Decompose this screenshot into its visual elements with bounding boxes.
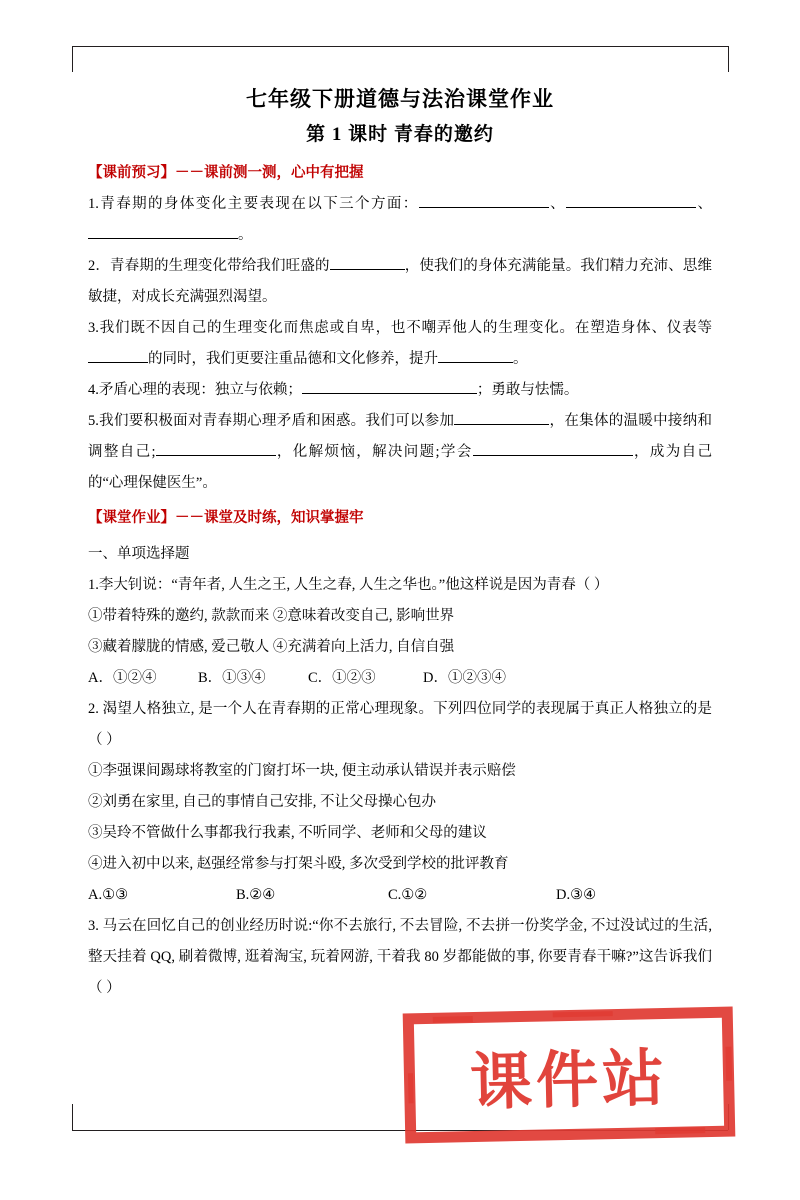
preview-item-3-pre: 3.我们既不因自己的生理变化而焦虑或自卑，也不嘲弄他人的生理变化。在塑造身体、仪表等: [88, 320, 712, 336]
fill-blank: [419, 207, 549, 208]
question-1-stem: 1.李大钊说：“青年者, 人生之王, 人生之春, 人生之华也。”他这样说是因为青春（ ）: [88, 577, 609, 593]
stamp-speck: [725, 1047, 732, 1081]
preview-item-5-mid2: ，化解烦恼，解决问题;学会: [275, 444, 473, 460]
question-2-option-row-4: ④进入初中以来, 赵强经常参与打架斗殴, 多次受到学校的批评教育: [88, 856, 509, 872]
stamp-speck: [433, 1016, 473, 1023]
fill-blank: [566, 207, 696, 208]
question-1-answer-a: A．①②④: [88, 670, 157, 686]
lesson-subtitle: 第 1 课时 青春的邀约: [306, 124, 494, 145]
page-frame-right-top: [728, 46, 729, 72]
question-2-answer-c: C.①②: [388, 887, 428, 903]
fill-blank: [88, 238, 238, 239]
fill-blank: [473, 455, 633, 456]
question-1-option-row-1: ①带着特殊的邀约, 款款而来 ②意味着改变自己, 影响世界: [88, 608, 455, 624]
preview-item-4-post: ；勇敢与怯懦。: [476, 382, 579, 398]
preview-item-5-post: ，成为自己的“心理保健医生”。: [88, 444, 713, 491]
preview-item-5: [88, 406, 712, 499]
document-content: [88, 82, 712, 1004]
preview-item-1-pre: 1.青春期的身体变化主要表现在以下三个方面：: [88, 196, 419, 212]
stamp-speck: [408, 1073, 414, 1103]
preview-item-2-post: ，使我们的身体充满能量。我们精力充沛、思维敏捷，对成长充满强烈渴望。: [88, 258, 713, 305]
preview-item-1-mid1: 、: [548, 196, 567, 212]
question-1-answers: [88, 663, 712, 694]
page-title: 七年级下册道德与法治课堂作业: [246, 87, 554, 111]
fill-blank: [438, 362, 513, 363]
preview-item-3: [88, 313, 712, 375]
fill-blank: [156, 455, 276, 456]
preview-item-5-mid: ，在集体的温暖中接纳和调整自己;: [88, 413, 713, 460]
preview-item-1-post: 。: [238, 227, 253, 243]
question-2-option-row-2: ②刘勇在家里, 自己的事情自己安排, 不让父母操心包办: [88, 794, 436, 810]
section-one-heading: 一、单项选择题: [88, 546, 190, 562]
preview-item-5-pre: 5.我们要积极面对青春期心理矛盾和困惑。我们可以参加: [88, 413, 455, 429]
fill-blank: [302, 393, 477, 394]
question-2-answer-d: D.③④: [556, 887, 597, 903]
fill-blank: [454, 424, 549, 425]
question-1-answer-c: C．①②③: [308, 670, 376, 686]
preview-item-3-mid: 的同时，我们更要注重品德和文化修养，提升: [148, 351, 438, 367]
page-frame-left-bottom: [72, 1104, 73, 1130]
question-2-answer-b: B.②④: [236, 887, 276, 903]
question-1-answer-d: D．①②③④: [423, 670, 506, 686]
page-frame-left-top: [72, 46, 73, 72]
question-2-option-row-3: ③吴玲不管做什么事都我行我素, 不听同学、老师和父母的建议: [88, 825, 487, 841]
preview-item-1: [88, 189, 712, 251]
question-2-option-row-1: ①李强课间踢球将教室的门窗打坏一块, 便主动承认错误并表示赔偿: [88, 763, 516, 779]
question-2-stem: 2. 渴望人格独立, 是一个人在青春期的正常心理现象。下列四位同学的表现属于真正人格独立的是（ ）: [88, 701, 712, 748]
preview-item-2: [88, 251, 712, 313]
page-frame-right-bottom: [728, 1104, 729, 1130]
classwork-section-heading: 【课堂作业】－－课堂及时练，知识掌握牢: [88, 510, 364, 526]
question-3-stem: 3. 马云在回忆自己的创业经历时说:“你不去旅行, 不去冒险, 不去拼一份奖学金, 不过没试过的生活, 整天挂着 QQ, 刷着微博, 逛着淘宝, 玩着网游, 干着我 80 岁都能做的事, 你要青春干嘛?”这告诉我们（ ）: [88, 918, 712, 996]
stamp-border: [403, 1007, 736, 1144]
preview-item-3-post: 。: [513, 351, 528, 367]
preview-item-1-mid2: 、: [696, 196, 712, 212]
question-1-option-row-2: ③藏着朦胧的情感, 爱己敬人 ④充满着向上活力, 自信自强: [88, 639, 455, 655]
fill-blank: [88, 362, 148, 363]
fill-blank: [330, 269, 405, 270]
question-2-answer-a: A.①③: [88, 887, 129, 903]
question-1-answer-b: B．①③④: [198, 670, 266, 686]
preview-item-4: [88, 375, 712, 406]
stamp-label: 课件站: [469, 1044, 669, 1118]
preview-item-2-pre: 2．青春期的生理变化带给我们旺盛的: [88, 258, 330, 274]
preview-item-4-pre: 4.矛盾心理的表现：独立与依赖；: [88, 382, 302, 398]
watermark-stamp: [403, 1007, 736, 1144]
page-frame-bottom: [72, 1130, 728, 1131]
page-frame-top: [72, 46, 728, 47]
question-2-answers: [88, 880, 712, 911]
preview-section-heading: 【课前预习】－－课前测一测，心中有把握: [88, 165, 364, 181]
stamp-speck: [553, 1011, 613, 1017]
